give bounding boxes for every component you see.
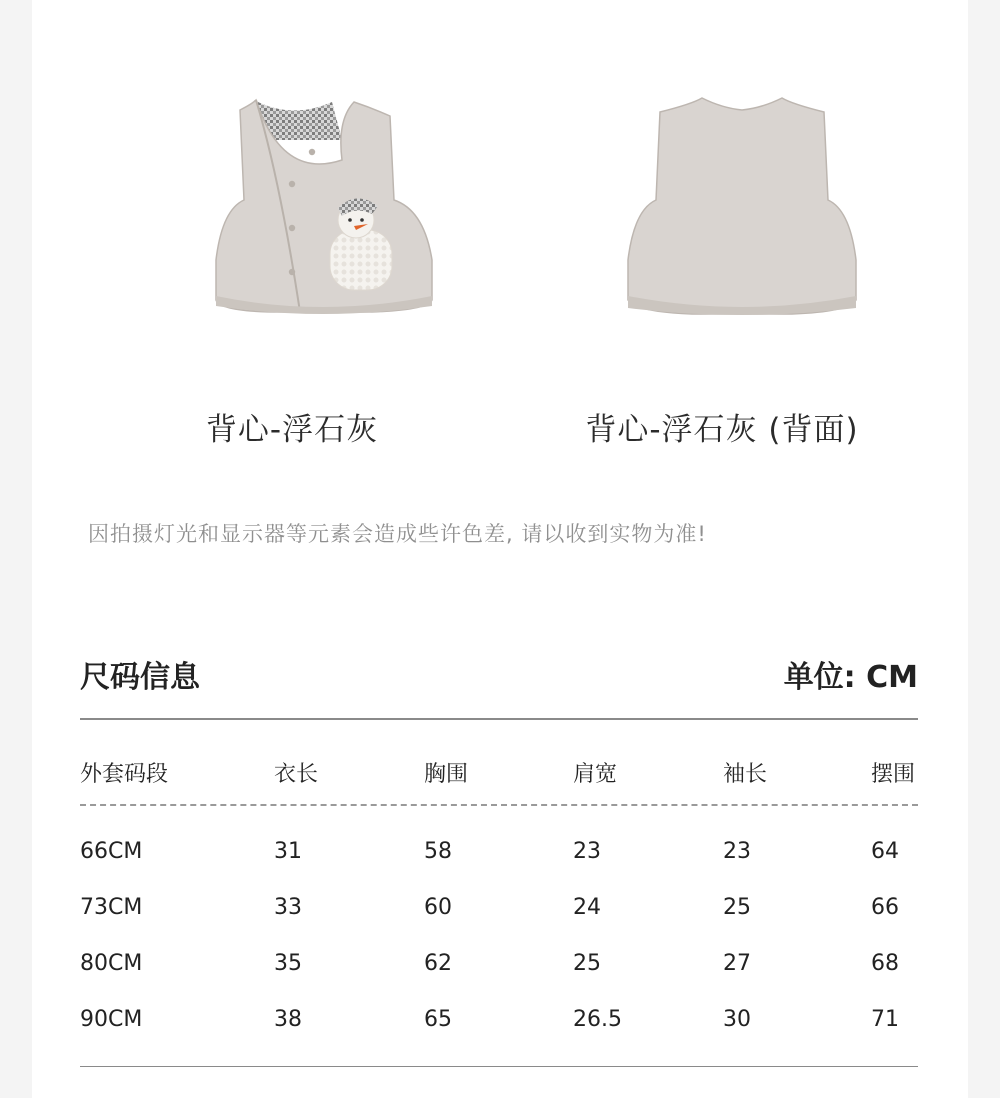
product-caption-back: 背心-浮石灰 (背面)	[585, 412, 859, 448]
table-cell: 31	[274, 839, 302, 864]
vest-front-illustration	[132, 60, 512, 340]
table-cell: 73CM	[80, 895, 143, 920]
table-cell: 68	[871, 951, 899, 976]
table-cell: 38	[274, 1007, 302, 1032]
table-cell: 64	[871, 839, 899, 864]
table-bottom-divider	[80, 1066, 918, 1067]
table-cell: 24	[573, 895, 601, 920]
table-top-divider	[80, 718, 918, 720]
table-cell: 65	[424, 1007, 452, 1032]
header-dashed-divider	[80, 804, 918, 806]
header-length: 衣长	[274, 762, 319, 787]
table-cell: 60	[424, 895, 452, 920]
table-cell: 71	[871, 1007, 899, 1032]
header-hem: 摆围	[871, 762, 916, 787]
table-cell: 90CM	[80, 1007, 143, 1032]
header-size-range: 外套码段	[80, 762, 169, 787]
table-cell: 66CM	[80, 839, 143, 864]
table-cell: 30	[723, 1007, 751, 1032]
table-cell: 25	[723, 895, 751, 920]
header-sleeve: 袖长	[723, 762, 768, 787]
table-cell: 25	[573, 951, 601, 976]
vest-back-illustration	[552, 60, 932, 340]
header-shoulder: 肩宽	[573, 762, 618, 787]
color-difference-notice: 因拍摄灯光和显示器等元素会造成些许色差, 请以收到实物为准!	[88, 522, 707, 546]
table-cell: 66	[871, 895, 899, 920]
size-info-title: 尺码信息	[80, 660, 200, 695]
vest-back-image	[552, 60, 932, 340]
product-detail-page	[32, 0, 968, 1098]
table-cell: 26.5	[573, 1007, 622, 1032]
table-cell: 27	[723, 951, 751, 976]
table-cell: 23	[573, 839, 601, 864]
table-cell: 23	[723, 839, 751, 864]
table-cell: 80CM	[80, 951, 143, 976]
unit-label: 单位: CM	[783, 660, 918, 695]
vest-front-image	[132, 60, 512, 340]
table-cell: 62	[424, 951, 452, 976]
header-chest: 胸围	[424, 762, 469, 787]
table-cell: 35	[274, 951, 302, 976]
table-cell: 33	[274, 895, 302, 920]
product-caption-front: 背心-浮石灰	[205, 412, 379, 448]
table-cell: 58	[424, 839, 452, 864]
